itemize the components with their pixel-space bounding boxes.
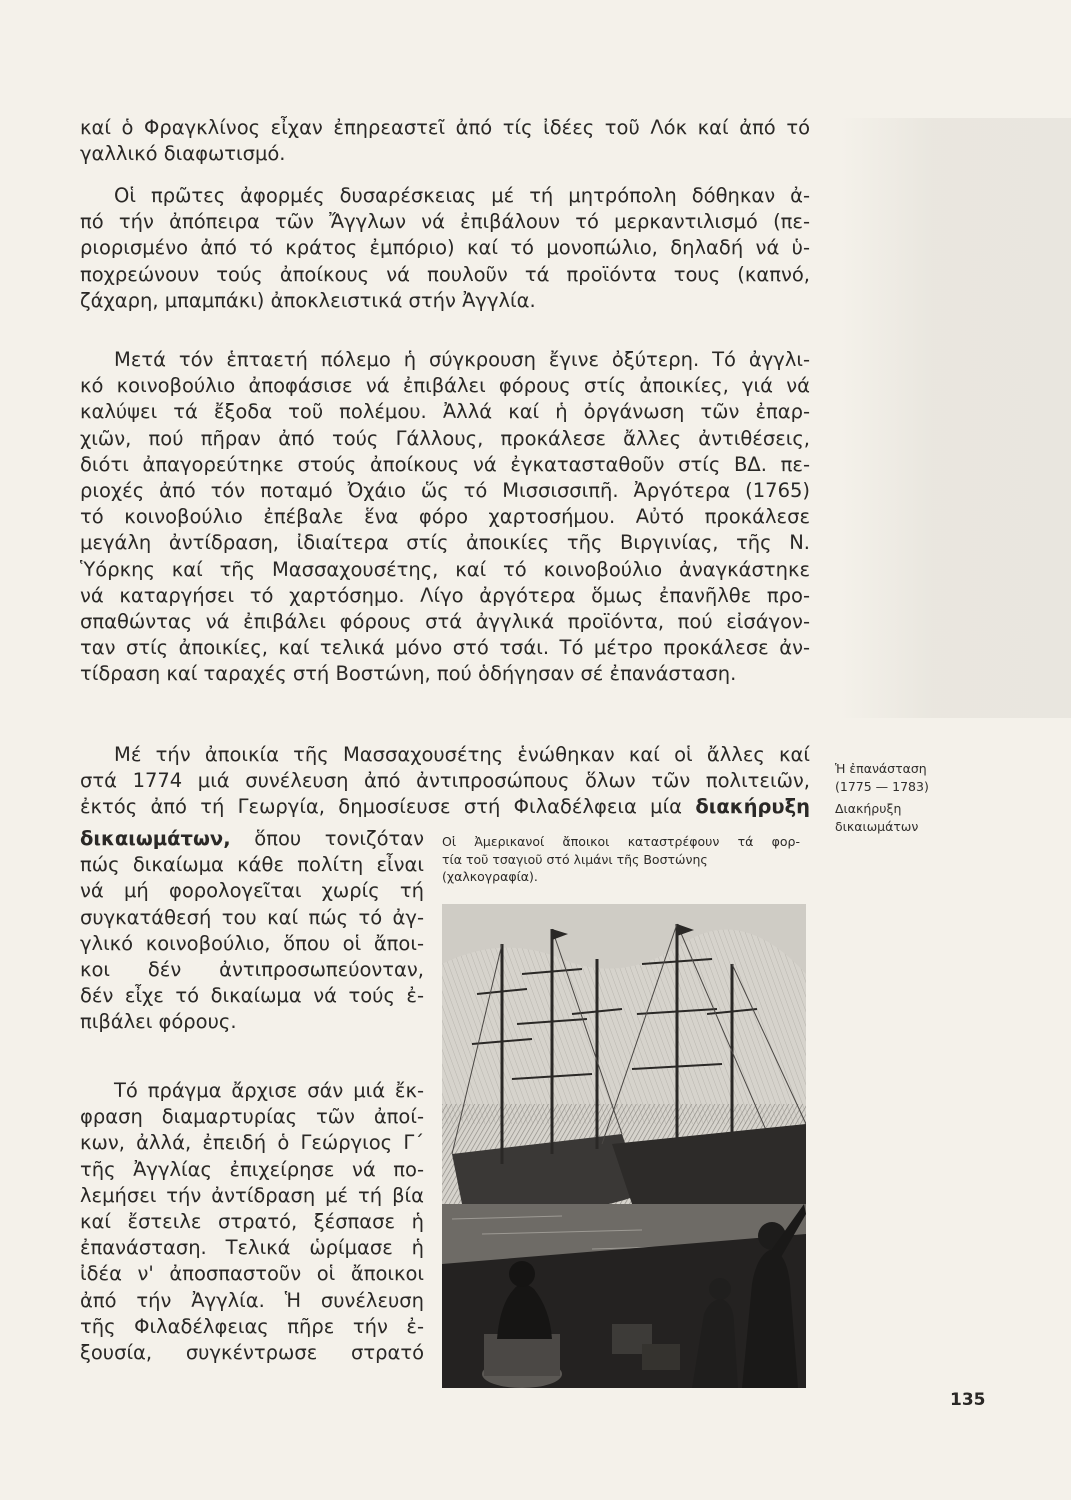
text-line: συγκατάθεσή του καί πώς τό ἀγ- <box>80 905 424 929</box>
text-line: χιῶν, πού πῆραν ἀπό τούς Γάλλους, προκάλεσε ἄλλες ἀντιθέσεις, <box>80 426 810 450</box>
text-line: νά καταργήσει τό χαρτόσημο. Λίγο ἀργότερα ὅμως ἐπανῆλθε προ- <box>80 583 810 607</box>
text-line: καί ὁ Φραγκλίνος εἶχαν ἐπηρεαστεῖ ἀπό τίς ἰδέες τοῦ Λόκ καί ἀπό τό <box>80 116 810 139</box>
text-line: ριοχές ἀπό τόν ποταμό Ὀχάιο ὥς τό Μισσισσιπῆ. Ἀργότερα (1765) <box>80 479 810 503</box>
page-number: 135 <box>950 1390 986 1410</box>
text-line: διότι ἀπαγορεύτηκε στούς ἀποίκους νά ἐγκατασταθοῦν στίς ΒΔ. πε- <box>80 452 810 476</box>
text-line <box>80 794 810 820</box>
text-line: σπαθώντας νά ἐπιβάλει φόρους στά ἀγγλικά προϊόντα, πού εἰσάγον- <box>80 610 810 634</box>
text-line: τῆς Φιλαδέλφειας πῆρε τήν ἐ- <box>80 1314 424 1338</box>
margin-note-declaration <box>835 800 975 835</box>
text-line: κων, ἀλλά, ἐπειδή ὁ Γεώργιος Γ΄ <box>80 1131 424 1155</box>
paragraph-4-column <box>80 826 424 1036</box>
text-line: τῆς Ἀγγλίας ἐπιχείρησε νά πο- <box>80 1157 424 1181</box>
caption-line: Οἱ Ἀμερικανοί ἄποικοι καταστρέφουν τά φορ- <box>442 834 800 849</box>
text-line: λεμήσει τήν ἀντίδραση μέ τή βία <box>80 1183 424 1207</box>
text-line: τό κοινοβούλιο ἐπέβαλε ἕνα φόρο χαρτοσήμου. Αὐτό προκάλεσε <box>80 505 810 529</box>
paragraph-5 <box>80 1078 424 1366</box>
text-line: τίδραση καί ταραχές στή Βοστώνη, πού ὁδήγησαν σέ ἐπανάσταση. <box>80 662 737 686</box>
text-line: ἀπό τήν Ἀγγλία. Ἡ συνέλευση <box>80 1288 424 1312</box>
margin-note-line: Διακήρυξη <box>835 801 902 816</box>
text-line: μεγάλη ἀντίδραση, ἰδιαίτερα στίς ἀποικίες τῆς Βιργινίας, τῆς Ν. <box>80 531 810 555</box>
caption-line: (χαλκογραφία). <box>442 869 538 884</box>
text-line: ξουσία, συγκέντρωσε στρατό <box>80 1341 424 1365</box>
margin-note-line: δικαιωμάτων <box>835 818 919 834</box>
text-line: ριορισμένο ἀπό τό κράτος ἐμπόριο) καί τό μονοπώλιο, δηλαδή νά ὑ- <box>80 236 810 260</box>
margin-note-line: (1775 — 1783) <box>835 778 929 794</box>
text-line: κό κοινοβούλιο ἀποφάσισε νά ἐπιβάλει φόρους στίς ἀποικίες, γιά νά <box>80 374 810 398</box>
margin-note-line: Ἡ ἐπανάσταση <box>835 761 927 776</box>
text-line: στά 1774 μιά συνέλευση ἀπό ἀντιπροσώπους ὅλων τῶν πολιτειῶν, <box>80 769 810 793</box>
text-line: γαλλικό διαφωτισμό. <box>80 142 286 166</box>
engraving-illustration <box>442 904 806 1388</box>
text-run: ἐκτός ἀπό τή Γεωργία, δημοσίευσε στή Φιλαδέλφεια μία <box>80 795 696 819</box>
text-line: γλικό κοινοβούλιο, ὅπου οἱ ἄποι- <box>80 931 424 955</box>
text-line: ποχρεώνουν τούς ἀποίκους νά πουλοῦν τά προϊόντα τους (καπνό, <box>80 262 810 286</box>
paragraph-4-top <box>80 742 810 821</box>
paragraph-3 <box>80 347 810 688</box>
text-line: καλύψει τά ἔξοδα τοῦ πολέμου. Ἀλλά καί ἡ ὀργάνωση τῶν ἐπαρ- <box>80 400 810 424</box>
paragraph-1 <box>80 115 810 167</box>
text-line: φραση διαμαρτυρίας τῶν ἀποί- <box>80 1105 424 1129</box>
text-line: πιβάλει φόρους. <box>80 1010 237 1034</box>
text-line: Μέ τήν ἀποικία τῆς Μασσαχουσέτης ἑνώθηκαν καί οἱ ἄλλες καί <box>114 743 810 766</box>
bold-term: δικαιωμάτων, <box>80 827 231 850</box>
bold-term: διακήρυξη <box>695 795 810 819</box>
text-line: κοι δέν ἀντιπροσωπεύονταν, <box>80 958 424 982</box>
page-shadow <box>840 118 1071 718</box>
text-line: ἐπανάσταση. Τελικά ὡρίμασε ἡ <box>80 1236 424 1260</box>
text-line: πώς δικαίωμα κάθε πολίτη εἶναι <box>80 853 424 877</box>
text-line: ζάχαρη, μπαμπάκι) ἀποκλειστικά στήν Ἀγγλία. <box>80 288 536 312</box>
text-line: καί ἔστειλε στρατό, ξέσπασε ἡ <box>80 1210 424 1234</box>
figure-caption <box>442 833 800 886</box>
text-line: ἰδέα ν' ἀποσπαστοῦν οἱ ἄποικοι <box>80 1262 424 1286</box>
text-line: νά μή φορολογεῖται χωρίς τή <box>80 879 424 903</box>
paragraph-2 <box>80 183 810 314</box>
margin-note-revolution <box>835 760 975 795</box>
text-line: Τό πράγμα ἄρχισε σάν μιά ἔκ- <box>114 1079 424 1102</box>
text-line: δέν εἶχε τό δικαίωμα νά τούς ἐ- <box>80 984 424 1008</box>
text-line: ταν στίς ἀποικίες, καί τελικά μόνο στό τσάι. Τό μέτρο προκάλεσε ἀν- <box>80 636 810 660</box>
text-run: ὅπου τονιζόταν <box>230 827 424 850</box>
text-line: πό τήν ἀπόπειρα τῶν Ἄγγλων νά ἐπιβάλουν τό μερκαντιλισμό (πε- <box>80 210 810 234</box>
text-line: Μετά τόν ἑπταετή πόλεμο ἡ σύγκρουση ἔγινε ὀξύτερη. Τό ἀγγλι- <box>114 348 810 371</box>
engraving-boston-tea-party <box>442 904 806 1388</box>
text-line: Ὑόρκης καί τῆς Μασσαχουσέτης, καί τό κοινοβούλιο ἀναγκάστηκε <box>80 557 810 581</box>
caption-line: τία τοῦ τσαγιοῦ στό λιμάνι τῆς Βοστώνης <box>442 851 708 867</box>
text-line: Οἱ πρῶτες ἀφορμές δυσαρέσκειας μέ τή μητρόπολη δόθηκαν ἀ- <box>114 184 810 207</box>
text-line <box>80 826 424 852</box>
